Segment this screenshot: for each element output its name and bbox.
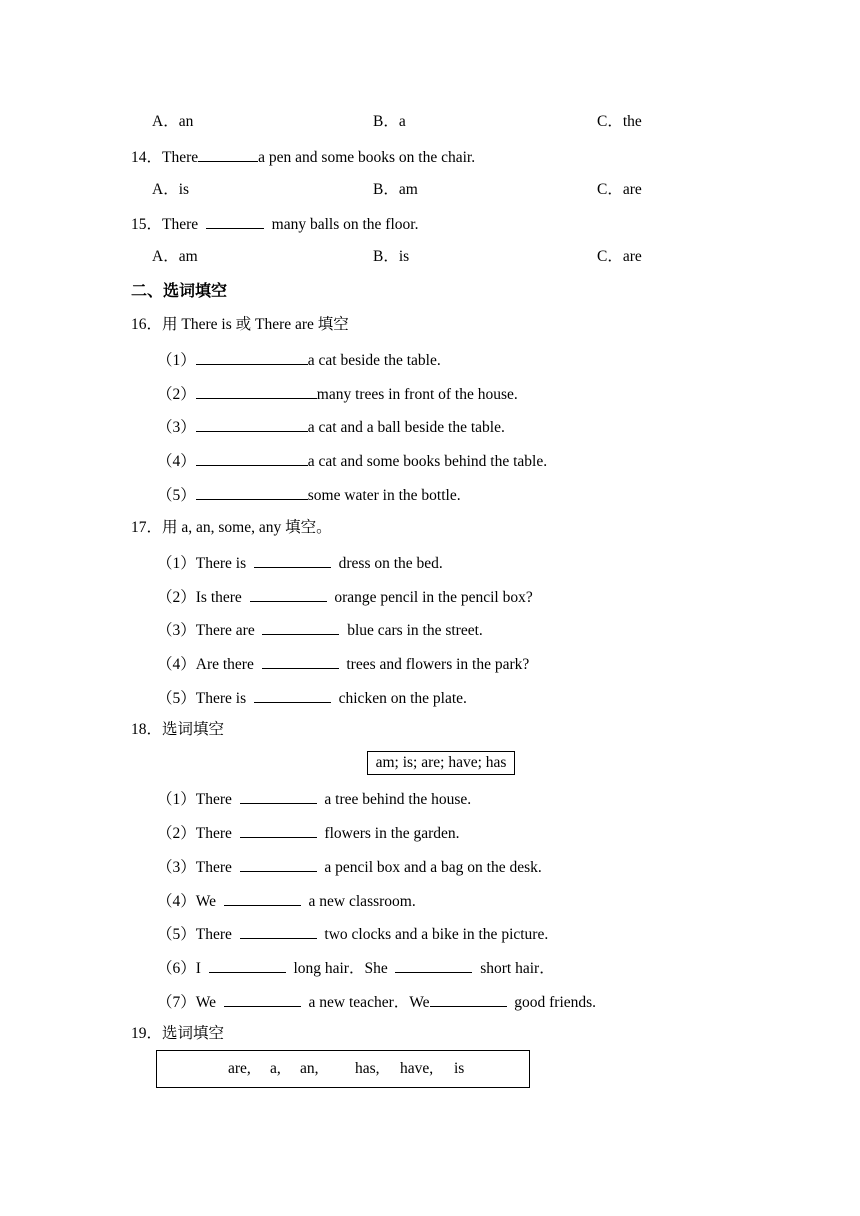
- answer-blank[interactable]: [262, 653, 339, 669]
- question-number: 19．: [131, 1025, 163, 1042]
- answer-blank[interactable]: [262, 619, 339, 635]
- item-label: （2）: [157, 825, 196, 842]
- item-text-middle: a new teacher．We: [308, 994, 430, 1011]
- q15-option-a: A．am: [152, 248, 198, 265]
- item-label: （5）: [157, 926, 196, 943]
- question-text-after: a pen and some books on the chair.: [258, 149, 476, 166]
- item-text-after: blue cars in the street.: [347, 622, 483, 639]
- question-text-before: There: [162, 149, 199, 166]
- q17-item-5: [157, 687, 860, 707]
- item-text-before: There are: [195, 622, 255, 639]
- q16-item-4: [157, 450, 860, 470]
- q17-item-4: [157, 653, 860, 673]
- q18-item-3: [157, 856, 860, 876]
- item-text-after: a new classroom.: [308, 893, 416, 910]
- item-label: （1）: [157, 555, 196, 572]
- question-text-after: many balls on the floor.: [271, 216, 419, 233]
- word-box-word: an,: [300, 1060, 319, 1077]
- q17-item-3: [157, 619, 860, 639]
- word-box-word: is: [454, 1060, 465, 1077]
- item-text-after: orange pencil in the pencil box?: [334, 589, 533, 606]
- q13-option-c: C．the: [597, 113, 642, 130]
- item-text-after: two clocks and a bike in the picture.: [324, 926, 549, 943]
- q16-item-3: [157, 416, 860, 436]
- answer-blank[interactable]: [196, 383, 317, 399]
- item-label: （5）: [157, 487, 196, 504]
- answer-blank[interactable]: [254, 687, 331, 703]
- question-16: [131, 315, 860, 335]
- question-number: 14．: [131, 149, 163, 166]
- section-heading: 二、选词填空: [131, 281, 228, 300]
- item-text-after: dress on the bed.: [338, 555, 443, 572]
- item-text-after: chicken on the plate.: [338, 690, 467, 707]
- q14-option-c: C．are: [597, 181, 642, 198]
- item-label: （1）: [157, 791, 196, 808]
- answer-blank[interactable]: [206, 213, 264, 229]
- q16-item-1: [157, 349, 860, 369]
- item-label: （2）: [157, 589, 196, 606]
- q18-item-5: [157, 923, 860, 943]
- q18-item-1: [157, 788, 860, 808]
- answer-blank[interactable]: [224, 991, 301, 1007]
- question-number: 17．: [131, 519, 163, 536]
- item-text-before: There: [195, 926, 232, 943]
- answer-blank[interactable]: [196, 416, 308, 432]
- item-text-before: Is there: [195, 589, 242, 606]
- item-text-after: flowers in the garden.: [324, 825, 460, 842]
- item-label: （4）: [157, 656, 196, 673]
- answer-blank[interactable]: [198, 146, 258, 162]
- answer-blank[interactable]: [240, 788, 317, 804]
- q18-item-4: [157, 890, 860, 910]
- answer-blank[interactable]: [250, 586, 327, 602]
- item-text: many trees in front of the house.: [316, 386, 518, 403]
- item-text-before: There: [195, 791, 232, 808]
- q17-item-2: [157, 586, 860, 606]
- item-label: （2）: [157, 386, 196, 403]
- answer-blank[interactable]: [196, 450, 308, 466]
- word-box-word: has,: [355, 1060, 380, 1077]
- answer-blank[interactable]: [240, 856, 317, 872]
- answer-blank[interactable]: [240, 923, 317, 939]
- item-text-before: I: [195, 960, 201, 977]
- item-text-before: There is: [195, 555, 247, 572]
- item-label: （4）: [157, 893, 196, 910]
- item-text-after: trees and flowers in the park?: [346, 656, 530, 673]
- question-number: 15．: [131, 216, 163, 233]
- item-text-after: a tree behind the house.: [324, 791, 472, 808]
- item-label: （5）: [157, 690, 196, 707]
- item-text: a cat and a ball beside the table.: [307, 419, 505, 436]
- q14-option-b: B．am: [373, 181, 418, 198]
- answer-blank[interactable]: [224, 890, 301, 906]
- q18-item-6: [157, 957, 860, 977]
- item-text-before: There is: [195, 690, 247, 707]
- word-box-word: have,: [400, 1060, 434, 1077]
- question-18: [131, 720, 860, 740]
- q13-options: [0, 112, 860, 132]
- item-label: （4）: [157, 453, 196, 470]
- question-instruction: 选词填空: [162, 1025, 225, 1042]
- item-text-after: good friends.: [514, 994, 597, 1011]
- question-14: [131, 146, 860, 166]
- item-text-after: a pencil box and a bag on the desk.: [324, 859, 542, 876]
- question-instruction: 选词填空: [162, 721, 225, 738]
- word-box-word: a,: [270, 1060, 281, 1077]
- answer-blank[interactable]: [430, 991, 507, 1007]
- q16-item-2: [157, 383, 860, 403]
- q13-option-b: B．a: [373, 113, 406, 130]
- answer-blank[interactable]: [209, 957, 286, 973]
- q14-options: [0, 180, 860, 200]
- q13-option-a: A．an: [152, 113, 194, 130]
- question-instruction: 用 There is 或 There are 填空: [162, 316, 349, 333]
- question-number: 18．: [131, 721, 163, 738]
- question-instruction: 用 a, an, some, any 填空。: [162, 519, 332, 536]
- item-text-before: We: [195, 893, 217, 910]
- q16-item-5: [157, 484, 860, 504]
- answer-blank[interactable]: [196, 484, 308, 500]
- answer-blank[interactable]: [196, 349, 308, 365]
- item-label: （6）: [157, 960, 196, 977]
- item-label: （3）: [157, 622, 196, 639]
- q15-options: [0, 247, 860, 267]
- word-box-word: are,: [228, 1060, 251, 1077]
- word-box: [156, 1050, 530, 1088]
- q15-option-b: B．is: [373, 248, 410, 265]
- item-label: （3）: [157, 859, 196, 876]
- q18-item-7: [157, 991, 860, 1011]
- answer-blank[interactable]: [240, 822, 317, 838]
- item-label: （7）: [157, 994, 196, 1011]
- item-label: （1）: [157, 352, 196, 369]
- q18-item-2: [157, 822, 860, 842]
- question-19: [131, 1024, 860, 1044]
- item-text-before: There: [195, 825, 232, 842]
- word-box: am; is; are; have; has: [367, 751, 515, 775]
- q15-option-c: C．are: [597, 248, 642, 265]
- q14-option-a: A．is: [152, 181, 190, 198]
- item-text-before: There: [195, 859, 232, 876]
- answer-blank[interactable]: [254, 552, 331, 568]
- question-number: 16．: [131, 316, 163, 333]
- item-text-middle: long hair．She: [293, 960, 388, 977]
- item-text: some water in the bottle.: [307, 487, 461, 504]
- item-label: （3）: [157, 419, 196, 436]
- item-text: a cat beside the table.: [307, 352, 441, 369]
- answer-blank[interactable]: [395, 957, 472, 973]
- item-text-after: short hair．: [480, 960, 555, 977]
- q17-item-1: [157, 552, 860, 572]
- question-15: [131, 213, 860, 233]
- question-text-before: There: [162, 216, 199, 233]
- item-text-before: We: [195, 994, 217, 1011]
- question-17: [131, 518, 860, 538]
- item-text: a cat and some books behind the table.: [307, 453, 548, 470]
- item-text-before: Are there: [195, 656, 254, 673]
